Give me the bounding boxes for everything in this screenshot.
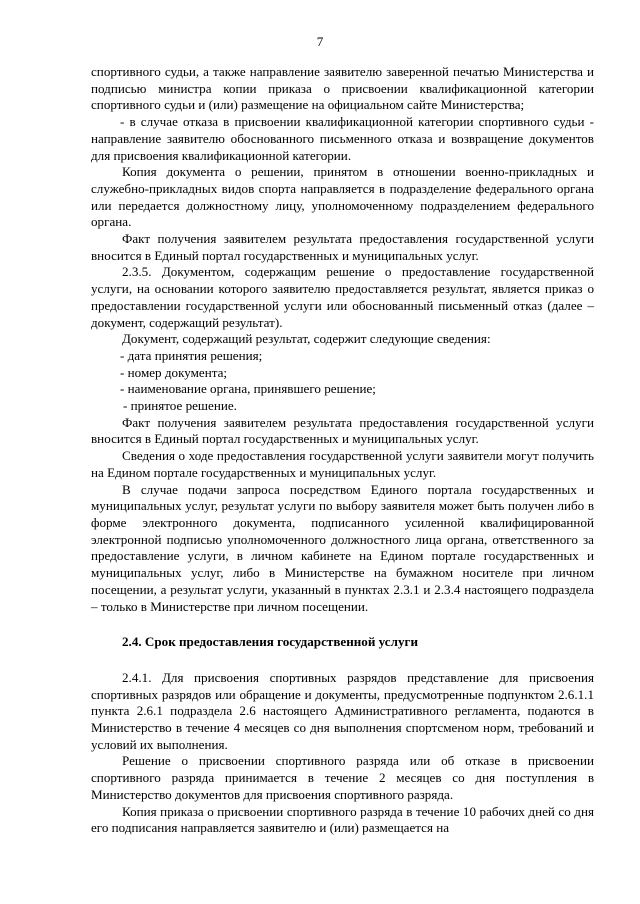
paragraph-continuation: спортивного судьи, а также направление заявителю заверенной печатью Министерства и подписью министра копии приказа о присвоении квалификационной категории спортивного судьи и (или) размещение на официальном сайте Министерства; [91, 64, 594, 113]
spacer [91, 615, 594, 634]
paragraph-electronic-request: В случае подачи запроса посредством Единого портала государственных и муниципальных услуг, результат услуги по выбору заявителя может быть получен либо в форме электронного документа, подписанного усиленной квалифицированной электронной подписью уполномоченного должностного лица органа, ответственного за предоставление услуги, в личном кабинете на Едином портале государственных и муниципальных услуг, либо в Министерстве на бумажном носителе при личном посещении, а результат услуги, указанный в пунктах 2.3.1 и 2.3.4 настоящего подраздела – только в Министерстве при личном посещении. [91, 481, 594, 614]
page-number: 7 [316, 34, 324, 49]
paragraph-refusal-item: - в случае отказа в присвоении квалификационной категории спортивного судьи - направление заявителю обоснованного письменного отказа и возвращение документов для присвоения квалификационной категории. [91, 114, 594, 163]
paragraph-decision-term: Решение о присвоении спортивного разряда или об отказе в присвоении спортивного разряда принимается в течение 2 месяцев со дня поступления в Министерство документов для присвоения спортивного разряда. [91, 753, 594, 802]
paragraph-order-copy: Копия приказа о присвоении спортивного разряда в течение 10 рабочих дней со дня его подписания направляется заявителю и (или) размещается на [91, 803, 594, 836]
section-heading: 2.4. Срок предоставления государственной услуги [122, 634, 419, 650]
list-item-authority-name: - наименование органа, принявшего решение; [120, 381, 376, 397]
paragraph-progress-info: Сведения о ходе предоставления государственной услуги заявители могут получить на Едином портале государственных и муниципальных услуг. [91, 448, 594, 480]
list-item-decision: - принятое решение. [123, 398, 237, 414]
paragraph-military-copy: Копия документа о решении, принятом в отношении военно-прикладных и служебно-прикладных видов спорта направляется в подразделение федерального органа или передается должностному лицу, уполномоченному подразделением федерального органа. [91, 164, 594, 230]
list-item-document-number: - номер документа; [120, 364, 228, 380]
document-body [91, 64, 594, 837]
spacer [91, 651, 594, 670]
paragraph-2-4-1: 2.4.1. Для присвоения спортивных разрядов представление для присвоения спортивных разрядов или обращение и документы, предусмотренные подпунктом 2.6.1.1 пункта 2.6.1 подраздела 2.6 настоящего Административного регламента, подаются в Министерство в течение 4 месяцев со дня выполнения спортсменом норм, требований и условий их выполнения. [91, 669, 594, 752]
paragraph-portal-fact-repeat: Факт получения заявителем результата предоставления государственной услуги вносится в Единый портал государственных и муниципальных услуг. [91, 414, 594, 447]
paragraph-result-contents: Документ, содержащий результат, содержит следующие сведения: [122, 331, 491, 347]
paragraph-portal-fact: Факт получения заявителем результата предоставления государственной услуги вносится в Единый портал государственных и муниципальных услуг. [91, 231, 594, 263]
paragraph-2-3-5: 2.3.5. Документом, содержащим решение о предоставление государственной услуги, на основании которого заявителю предоставляется результат, является приказ о предоставлении государственной услуги или обоснованный письменный отказ (далее – документ, содержащий результат). [91, 264, 594, 330]
list-item-decision-date: - дата принятия решения; [120, 347, 263, 363]
